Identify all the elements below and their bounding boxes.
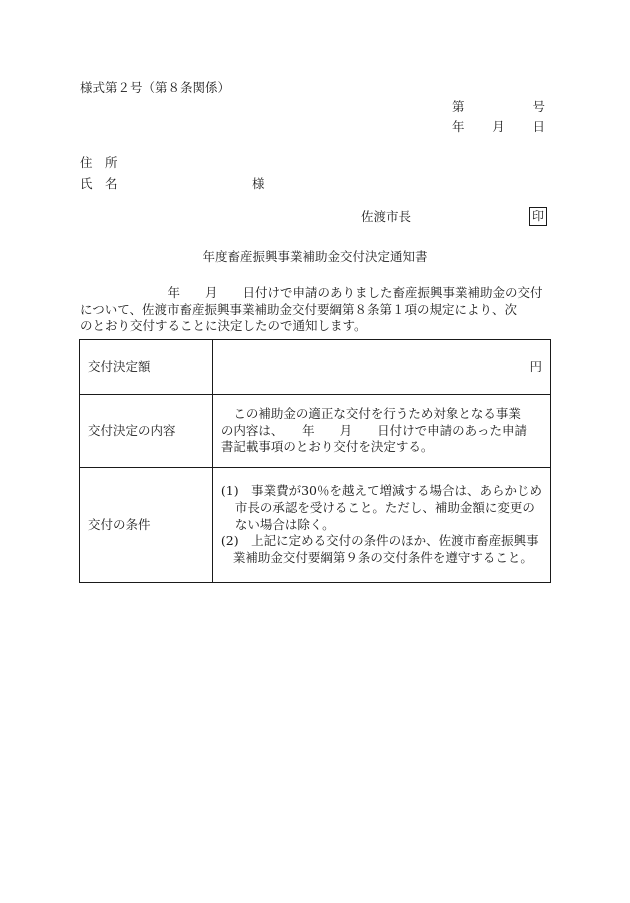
amount-label: 交付決定額: [80, 340, 213, 395]
body-line: について、佐渡市畜産振興事業補助金交付要綱第８条第１項の規定により、次: [80, 301, 518, 317]
number-suffix: 号: [532, 99, 545, 114]
seal-stamp: 印: [529, 207, 547, 226]
recipient-name-label: 氏 名: [80, 176, 118, 191]
issuer: 佐渡市長: [361, 209, 412, 224]
condition-line: 市長の承認を受けること。ただし、補助金額に変更の: [234, 499, 535, 515]
date-year: 年: [452, 119, 465, 134]
condition-line: ない場合は除く。: [234, 516, 335, 532]
date-month: 月: [492, 119, 505, 134]
conditions-label: 交付の条件: [80, 468, 213, 583]
body-paragraph: [80, 285, 550, 335]
condition-line: 業補助金交付要綱第９条の交付条件を遵守すること。: [232, 550, 533, 566]
form-number: 様式第２号（第８条関係）: [80, 80, 231, 95]
table-row-amount: [80, 340, 551, 395]
body-line: のとおり交付することに決定したので通知します。: [80, 318, 367, 333]
date-day: 日: [532, 119, 545, 134]
recipient-honorific: 様: [252, 176, 265, 191]
content-line: 書記載事項のとおり交付を決定する。: [220, 439, 434, 455]
body-line: 年 月 日付けで申請のありました畜産振興事業補助金の交付: [80, 285, 543, 300]
content-line: の内容は、 年 月 日付けで申請のあった申請: [220, 422, 528, 438]
table-row-content: [80, 395, 551, 468]
document-title: 年度畜産振興事業補助金交付決定通知書: [202, 249, 428, 264]
content-line: この補助金の適正な交付を行うため対象となる事業: [220, 405, 521, 421]
amount-value: 円: [212, 340, 550, 395]
condition-line: (2) 上記に定める交付の条件のほか、佐渡市畜産振興事: [220, 533, 539, 549]
decision-table: [79, 339, 551, 583]
content-value: [212, 395, 550, 468]
table-row-conditions: [80, 468, 551, 583]
conditions-value: [212, 468, 550, 583]
condition-line: (1) 事業費が30％を越えて増減する場合は、あらかじめ: [220, 482, 542, 498]
document-number: [452, 99, 545, 116]
number-prefix: 第: [452, 99, 465, 114]
content-label: 交付決定の内容: [80, 395, 213, 468]
issue-date: [452, 119, 545, 136]
recipient-address-label: 住 所: [80, 155, 118, 170]
